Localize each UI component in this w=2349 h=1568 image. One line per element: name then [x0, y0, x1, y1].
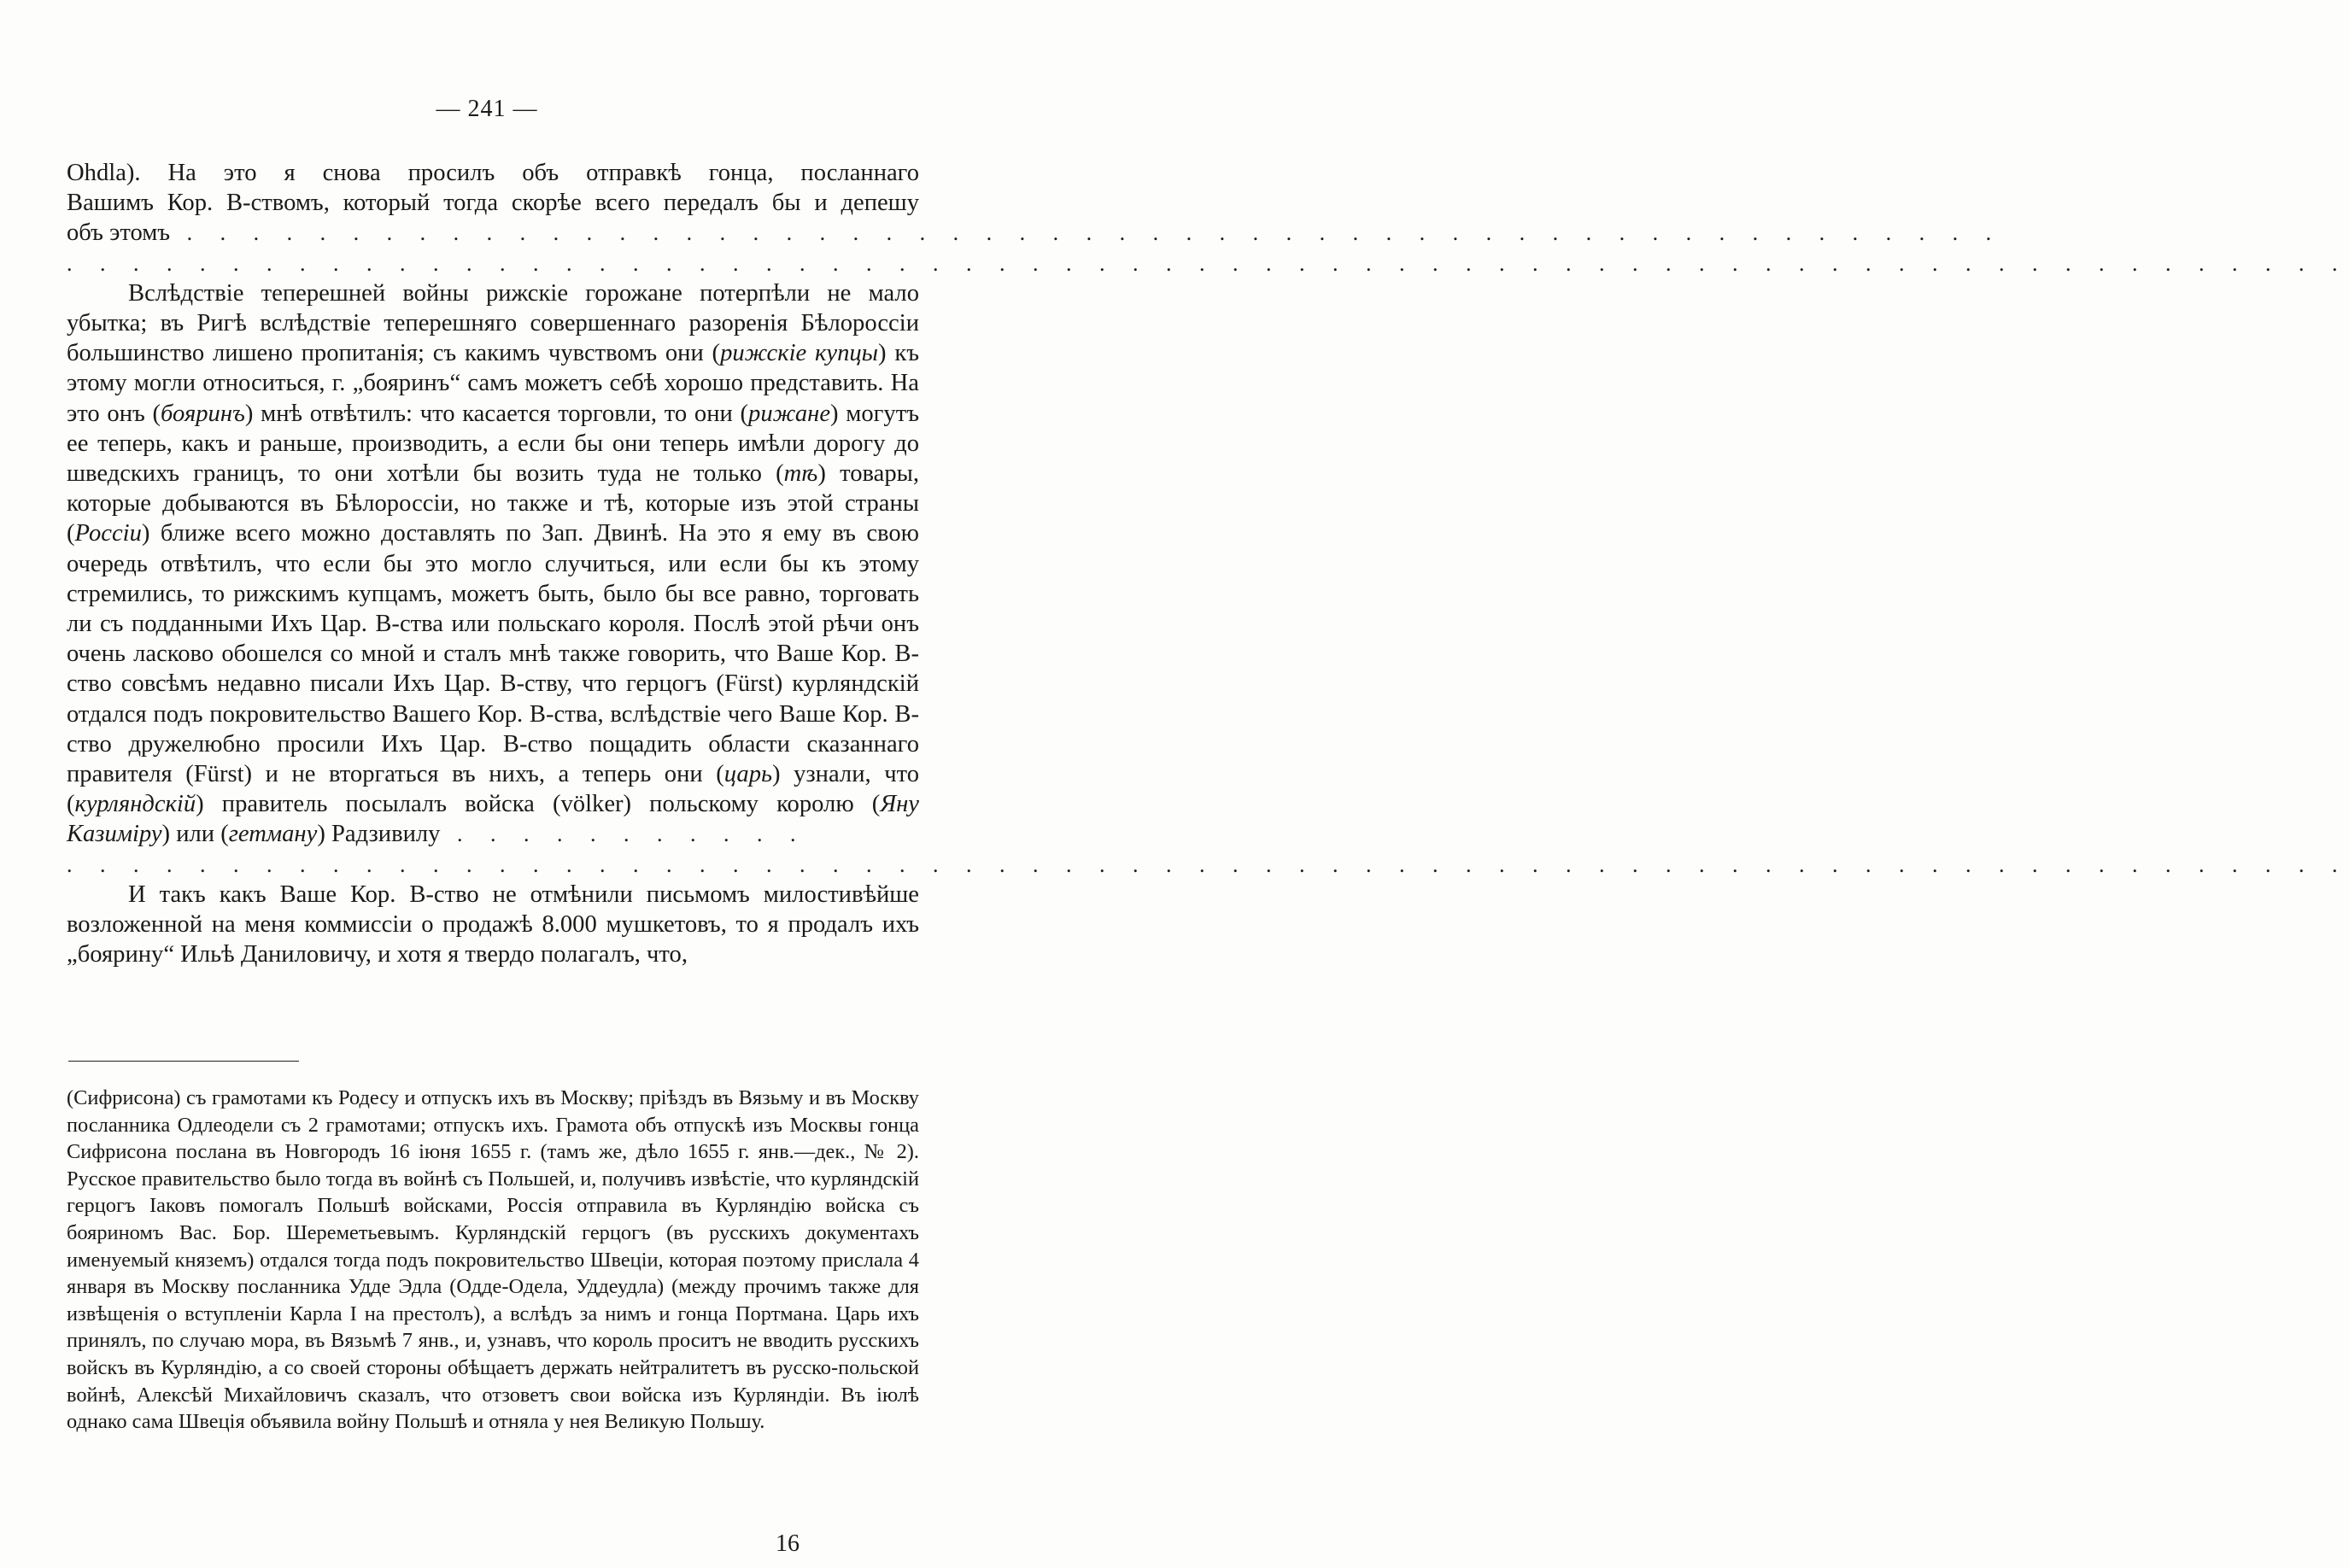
main-text — [67, 158, 2349, 969]
p2-italic-5: Россіи — [74, 520, 142, 547]
p2-italic-2: бояринъ — [161, 400, 245, 427]
p2-italic-7: курляндскій — [74, 791, 196, 818]
p2-text-1: Вслѣдствіе теперешней войны рижскіе горожане потерпѣли не мало убытка; въ Ригѣ вслѣдствіе теперешняго совершеннаго разоренія Бѣлороссіи большинство лишено пропитанія; съ какимъ чувствомъ они ( — [67, 279, 919, 367]
footnote-text: (Сифрисона) съ грамотами къ Родесу и отпускъ ихъ въ Москву; пріѣздъ въ Вязьму и въ Москву посланника Одлеодели съ 2 грамотами; отпускъ ихъ. Грамота объ отпускѣ изъ Москвы гонца Сифрисона послана въ Новгородъ 16 іюня 1655 г. (тамъ же, дѣло 1655 г. янв.—дек., № 2). Русское правительство было тогда въ войнѣ съ Польшей, и, получивъ извѣстіе, что курляндскій герцогъ Іаковъ помогалъ Польшѣ войсками, Россія отправила въ Курляндію войска съ бояриномъ Вас. Бор. Шереметьевымъ. Курляндскій герцогъ (въ русскихъ документахъ именуемый княземъ) отдался тогда подъ покровительство Швеціи, которая поэтому прислала 4 января въ Москву посланника Удде Эдла (Одде-Одела, Уддеудла) (между прочимъ также для извѣщенія о вступленіи Карла I на престолъ), а вслѣдъ за нимъ и гонца Портмана. Царь ихъ принялъ, по случаю мора, въ Вязьмѣ 7 янв., и, узнавъ, что король проситъ не вводить русскихъ войскъ въ Курляндію, а со своей стороны обѣщаетъ держать нейтралитетъ въ русско-польской войнѣ, Алексѣй Михайловичъ сказалъ, что отзоветъ свои войска изъ Курляндіи. Въ іюлѣ однако сама Швеція объявила войну Польшѣ и отняла у нея Великую Польшу. — [67, 1086, 919, 1434]
p2-text-3: ) мнѣ отвѣтилъ: что касается торговли, то они ( — [244, 400, 749, 427]
page-number: — 241 — — [436, 96, 538, 122]
p2-italic-4: тѣ — [783, 460, 818, 488]
dot-leader: . . . . . . . . . . . — [440, 822, 807, 847]
paragraph-1 — [67, 158, 2003, 249]
p1-line-3 — [67, 218, 2003, 248]
footnote — [67, 1085, 919, 1436]
p1-line-2: Вашимъ Кор. В-ствомъ, который тогда скорѣе всего передалъ бы и депешу — [67, 190, 919, 217]
p2-italic-1: рижскіе купцы — [720, 340, 879, 367]
p2-italic-8: Яну Казиміру — [67, 791, 919, 848]
p2-text-8: ) правитель посылалъ войска (völker) польскому королю ( — [196, 791, 881, 818]
p2-italic-9: гетману — [228, 821, 318, 848]
p2-text-2: ) къ этому могли относиться, г. „бояринъ“ самъ можетъ себѣ хорошо представить. На это онъ ( — [67, 340, 920, 427]
paragraph-3: И такъ какъ Ваше Кор. В-ство не отмѣнили письмомъ милостивѣйше возложенной на меня коммиссіи о продажѣ 8.000 мушкетовъ, то я продалъ ихъ „боярину“ Ильѣ Даниловичу, и хотя я твердо полагалъ, что, — [67, 881, 919, 968]
dot-leader: . . . . . . . . . . . . . . . . . . . . . . . . . . . . . . . . . . . . . . . . . . . . . . . . . . . . . . . — [170, 220, 2003, 246]
paragraph-2 — [67, 278, 919, 850]
ellipsis-line-1: . . . . . . . . . . . . . . . . . . . . . . . . . . . . . . . . . . . . . . . . . . . . . . . . . . . . . . . . . . . . . . . . . . . . . — [67, 250, 2349, 276]
signature-mark: 16 — [776, 1530, 800, 1557]
ellipsis-line-2: . . . . . . . . . . . . . . . . . . . . . . . . . . . . . . . . . . . . . . . . . . . . . . . . . . . . . . . . . . . . . . . . . . . . . — [67, 851, 2349, 877]
p2-text-10: ) Радзивилу — [317, 821, 441, 848]
p1-line-3-text: объ этомъ — [67, 219, 171, 247]
p2-text-7: ) узнали, что ( — [67, 761, 919, 818]
footnote-rule — [68, 1061, 299, 1062]
p2-text-4: ) могутъ ее теперь, какъ и раньше, производить, а если бы они теперь имѣли дорогу до шведскихъ границъ, то они хотѣли бы возить туда не только ( — [67, 400, 919, 488]
p2-italic-3: рижане — [748, 400, 831, 427]
p2-italic-6: царь — [723, 761, 773, 788]
p2-text-5: ) товары, которые добываются въ Бѣлороссіи, но также и тѣ, которые изъ этой страны ( — [67, 460, 920, 547]
p2-text-9: ) или ( — [161, 821, 229, 848]
p1-line-1: Ohdla). На это я снова просилъ объ отправкѣ гонца, посланнаго — [67, 160, 919, 186]
p2-text-6: ) ближе всего можно доставлять по Зап. Двинѣ. На это я ему въ свою очередь отвѣтилъ, что если бы это могло случиться, или если бы къ этому стремились, то рижскимъ купцамъ, можетъ быть, было бы все равно, торговать ли съ подданными Ихъ Цар. В-ства или польскаго короля. Послѣ этой рѣчи онъ очень ласково обошелся со мной и сталъ мнѣ также говорить, что Ваше Кор. В-ство совсѣмъ недавно писали Ихъ Цар. В-ству, что герцогъ (Fürst) курляндскій отдался подъ покровительство Вашего Кор. В-ства, вслѣдствіе чего Ваше Кор. В-ство дружелюбно просили Ихъ Цар. В-ство пощадить области сказаннаго правителя (Fürst) и не вторгаться въ нихъ, а теперь они ( — [67, 520, 919, 788]
